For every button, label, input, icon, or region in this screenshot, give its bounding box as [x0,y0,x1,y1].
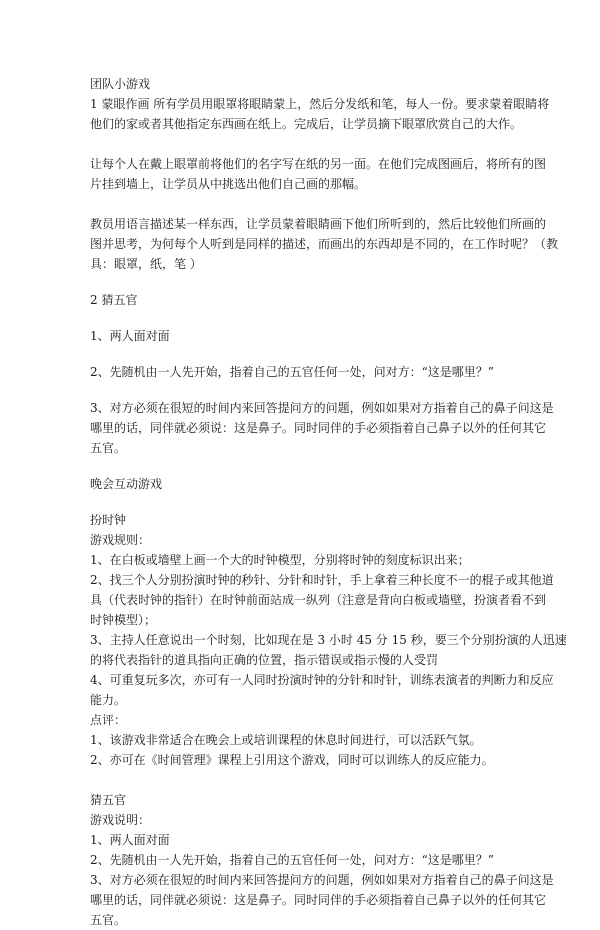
list-item-continuation: 的将代表指针的道具指向正确的位置，指示错误或指示慢的人受罚 [90,653,439,667]
list-item: 1、两人面对面 [90,329,170,343]
list-item: 3、对方必须在很短的时间内来回答提问方的问题，例如如果对方指着自己的鼻子问这是 [90,873,554,887]
section-title-team-games: 团队小游戏 [90,77,151,91]
list-item: 4、可重复玩多次，亦可有一人同时扮演时钟的分针和时针，训练表演者的判断力和反应 [90,673,554,687]
list-item-continuation: 五官。 [90,913,127,927]
list-item-continuation: 五官。 [90,441,127,455]
list-item: 2、找三个人分别扮演时钟的秒针、分针和时针，手上拿着三种长度不一的棍子或其他道 [90,573,554,587]
paragraph-describe-line-1: 教员用语言描述某一样东西，让学员蒙着眼睛画下他们所听到的，然后比较他们所画的 [90,217,547,231]
paragraph-names-line-1: 让每个人在戴上眼罩前将他们的名字写在纸的另一面。在他们完成图画后，将所有的图 [90,157,547,171]
paragraph-blind-drawing-line-2: 他们的家或者其他指定东西画在纸上。完成后，让学员摘下眼罩欣赏自己的大作。 [90,117,523,131]
rules-label: 游戏规则： [90,533,151,547]
list-item-continuation: 哪里的话，同伴就必须说：这是鼻子。同时同伴的手必须指着自己鼻子以外的任何其它 [90,421,547,435]
list-item-continuation: 时钟模型）； [90,613,157,627]
comment-label: 点评： [90,713,127,727]
list-item: 2、先随机由一人先开始，指着自己的五官任何一处，问对方：“这是哪里？” [90,365,494,379]
section-title-party-games: 晚会互动游戏 [90,477,163,491]
list-item-continuation: 哪里的话，同伴就必须说：这是鼻子。同时同伴的手必须指着自己鼻子以外的任何其它 [90,893,547,907]
paragraph-blind-drawing-line-1: 1 蒙眼作画 所有学员用眼罩将眼睛蒙上，然后分发纸和笔，每人一份。要求蒙着眼睛将 [90,97,550,111]
list-item: 3、主持人任意说出一个时刻，比如现在是 3 小时 45 分 15 秒，要三个分别扮演的人迅速 [90,633,567,647]
list-item: 1、该游戏非常适合在晚会上或培训课程的休息时间进行，可以活跃气氛。 [90,733,482,747]
paragraph-describe-line-3: 具：眼罩，纸，笔 ） [90,257,202,271]
game-title-clock: 扮时钟 [90,513,127,527]
document-page [90,74,567,930]
list-item-continuation: 具（代表时钟的指针）在时钟前面站成一纵列（注意是背向白板或墙壁，扮演者看不到 [90,593,547,607]
list-item: 1、在白板或墙壁上画一个大的时钟模型，分别将时钟的刻度标识出来； [90,553,470,567]
paragraph-names-line-2: 片挂到墙上，让学员从中挑选出他们自己画的那幅。 [90,177,367,191]
section-title-guess-features: 2 猜五官 [90,293,138,307]
list-item: 2、先随机由一人先开始，指着自己的五官任何一处，问对方：“这是哪里？” [90,853,494,867]
list-item: 2、亦可在《时间管理》课程上引用这个游戏，同时可以训练人的反应能力。 [90,753,494,767]
list-item: 3、对方必须在很短的时间内来回答提问方的问题，例如如果对方指着自己的鼻子问这是 [90,401,554,415]
paragraph-describe-line-2: 图并思考，为何每个人听到是同样的描述，而画出的东西却是不同的，在工作时呢？（教 [90,237,559,251]
description-label: 游戏说明： [90,813,151,827]
list-item-continuation: 能力。 [90,693,127,707]
list-item: 1、两人面对面 [90,833,170,847]
section-title-guess-features-2: 猜五官 [90,793,127,807]
